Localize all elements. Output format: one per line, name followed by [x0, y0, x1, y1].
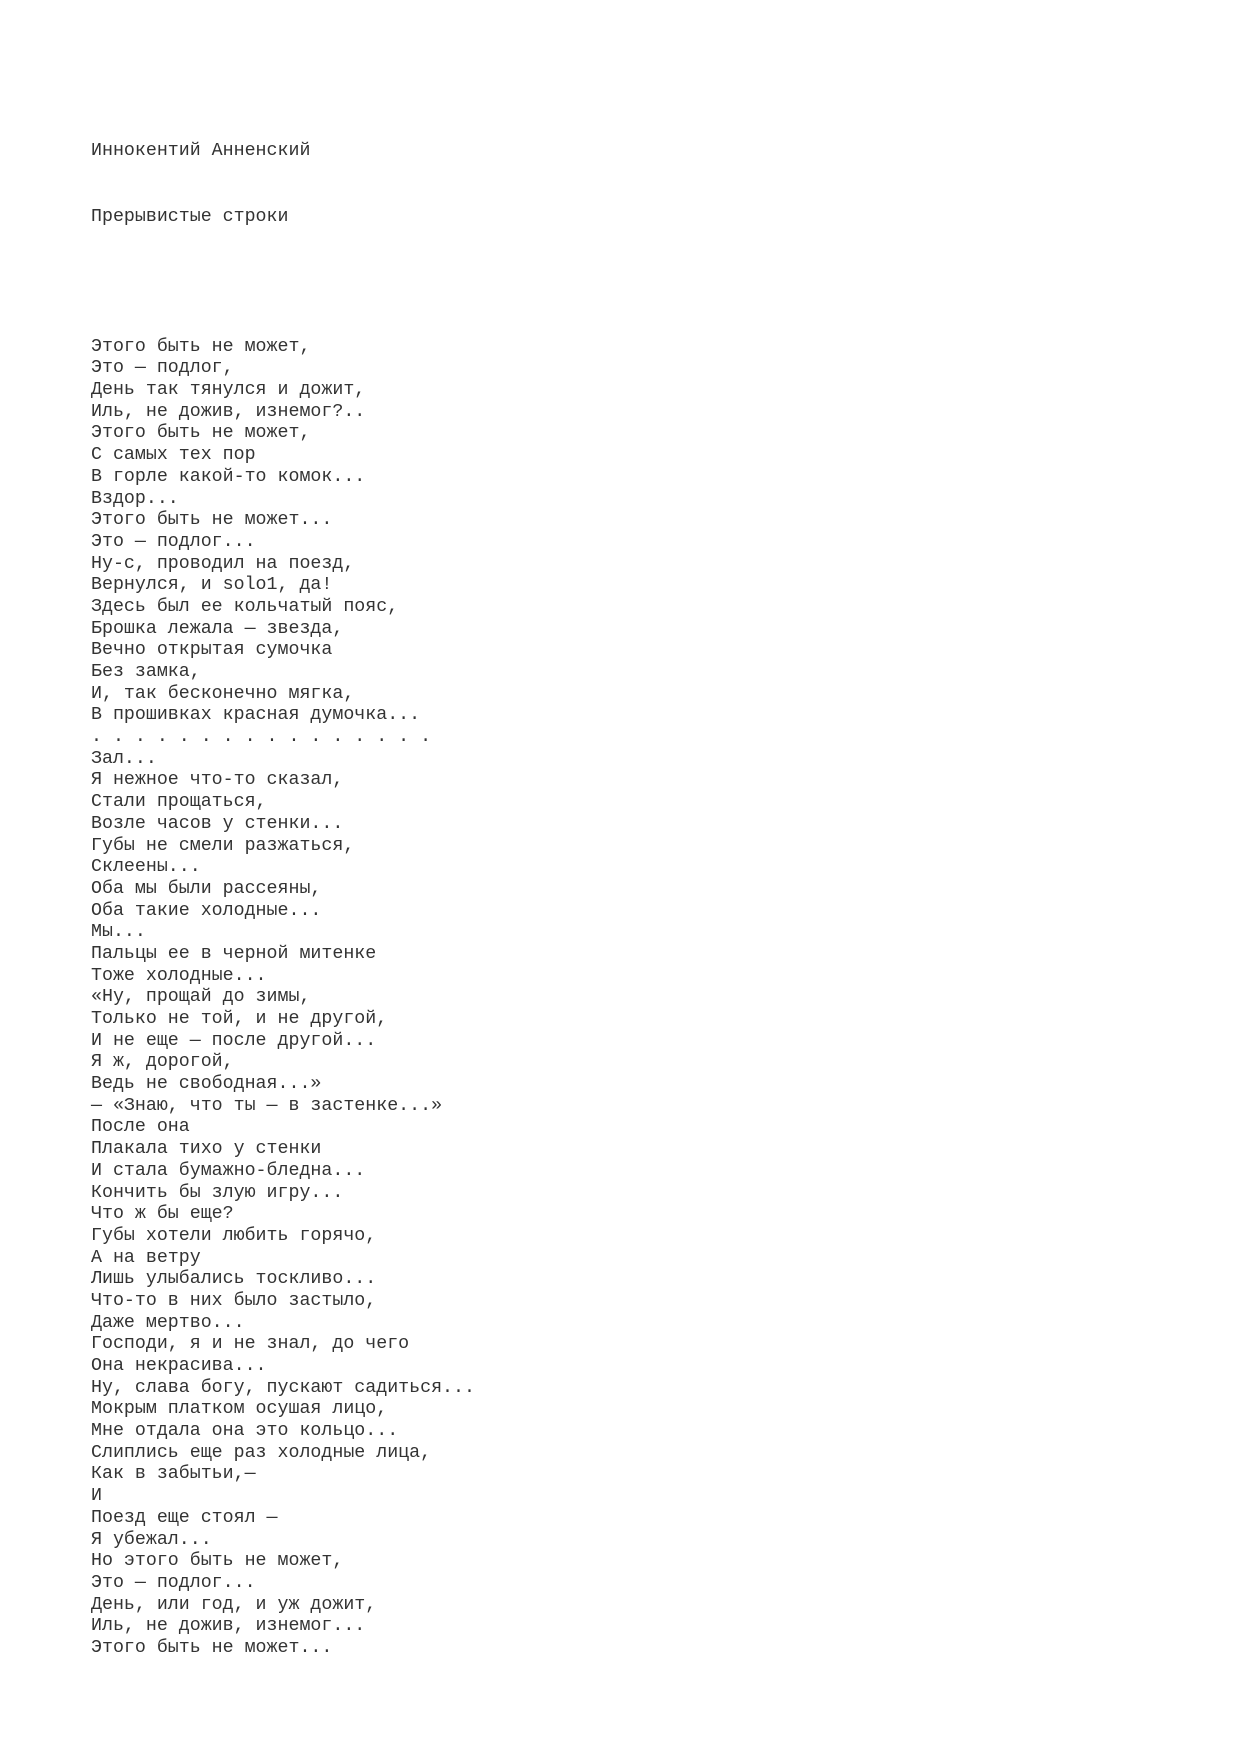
poem-line: А на ветру: [91, 1247, 201, 1268]
poem-line: . . . . . . . . . . . . . . . .: [91, 727, 432, 748]
poem-line: В прошивках красная думочка...: [91, 705, 421, 726]
author-name: Иннокентий Анненский: [91, 141, 311, 162]
poem-line: Пальцы ее в черной митенке: [91, 943, 377, 964]
poem-line: Слиплись еще раз холодные лица,: [91, 1442, 432, 1463]
poem-line: И стала бумажно-бледна...: [91, 1160, 366, 1181]
poem-line: Мне отдала она это кольцо...: [91, 1421, 399, 1442]
poem-line: С самых тех пор: [91, 445, 256, 466]
poem-line: Она некрасива...: [91, 1356, 267, 1376]
poem-line: Иль, не дожив, изнемог...: [91, 1616, 366, 1637]
poem-line: После она: [91, 1117, 190, 1138]
poem-lines: [91, 337, 475, 1660]
poem-line: Поезд еще стоял —: [91, 1507, 278, 1528]
poem-line: Здесь был ее кольчатый пояс,: [91, 596, 399, 617]
blank-line: [91, 272, 475, 294]
poem-line: Что-то в них было застыло,: [91, 1290, 377, 1311]
poem-line: Вернулся, и solo1, да!: [91, 575, 333, 596]
poem-line: Лишь улыбались тоскливо...: [91, 1269, 377, 1290]
poem-line: День, или год, и уж дожит,: [91, 1594, 377, 1615]
poem-line: Иль, не дожив, изнемог?..: [91, 401, 366, 422]
poem-text: [91, 98, 475, 1703]
poem-line: Зал...: [91, 748, 157, 769]
poem-line: Кончить бы злую игру...: [91, 1182, 344, 1203]
poem-line: Вздор...: [91, 488, 179, 509]
poem-line: Губы хотели любить горячо,: [91, 1225, 377, 1246]
poem-line: Тоже холодные...: [91, 965, 267, 986]
poem-line: Оба такие холодные...: [91, 900, 322, 921]
poem-line: Склеены...: [91, 857, 201, 878]
poem-line: Но этого быть не может,: [91, 1551, 344, 1572]
poem-line: Я убежал...: [91, 1529, 212, 1550]
poem-line: Этого быть не может,: [91, 423, 311, 444]
poem-line: Это — подлог...: [91, 531, 256, 552]
poem-line: Стали прощаться,: [91, 792, 267, 813]
poem-line: Губы не смели разжаться,: [91, 835, 355, 856]
poem-line: Это — подлог,: [91, 358, 234, 379]
poem-line: Мы...: [91, 922, 146, 943]
poem-line: И: [91, 1486, 102, 1507]
poem-line: В горле какой-то комок...: [91, 466, 366, 487]
poem-line: Оба мы были рассеяны,: [91, 878, 322, 899]
poem-line: Этого быть не может...: [91, 510, 333, 531]
poem-title: Прерывистые строки: [91, 206, 289, 227]
poem-line: Брошка лежала — звезда,: [91, 618, 344, 639]
poem-line: И, так бесконечно мягка,: [91, 683, 355, 704]
poem-line: И не еще — после другой...: [91, 1030, 377, 1051]
poem-line: Мокрым платком осушая лицо,: [91, 1399, 388, 1420]
poem-line: «Ну, прощай до зимы,: [91, 987, 311, 1008]
poem-line: Ну-с, проводил на поезд,: [91, 553, 355, 574]
poem-line: Я нежное что-то сказал,: [91, 770, 344, 791]
poem-line: Ведь не свободная...»: [91, 1074, 322, 1095]
poem-line: Этого быть не может...: [91, 1637, 333, 1658]
poem-line: День так тянулся и дожит,: [91, 380, 366, 401]
poem-line: Без замка,: [91, 662, 201, 682]
poem-line: Вечно открытая сумочка: [91, 640, 333, 661]
poem-line: Только не той, и не другой,: [91, 1009, 388, 1029]
poem-line: Ну, слава богу, пускают садиться...: [91, 1377, 475, 1398]
poem-line: Плакала тихо у стенки: [91, 1139, 322, 1160]
poem-line: Возле часов у стенки...: [91, 813, 344, 834]
poem-line: — «Знаю, что ты — в застенке...»: [91, 1095, 443, 1116]
poem-line: Этого быть не может,: [91, 336, 311, 357]
poem-line: Это — подлог...: [91, 1572, 256, 1593]
poem-line: Я ж, дорогой,: [91, 1052, 234, 1073]
poem-line: Господи, я и не знал, до чего: [91, 1334, 410, 1355]
poem-line: Даже мертво...: [91, 1312, 245, 1333]
poem-line: Как в забытьи,—: [91, 1464, 256, 1485]
poem-line: Что ж бы еще?: [91, 1204, 234, 1225]
